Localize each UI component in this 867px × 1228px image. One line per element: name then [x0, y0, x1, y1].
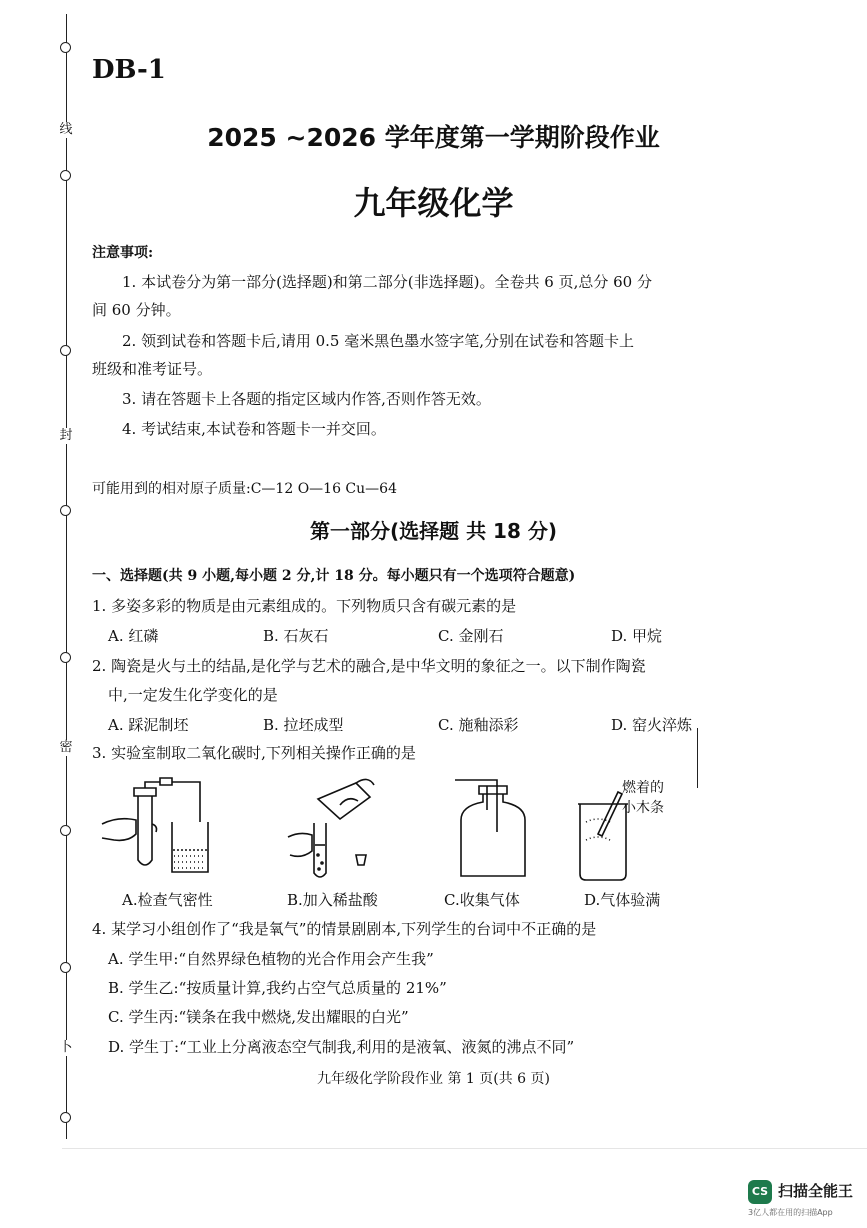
part-one-title: 第一部分(选择题 共 18 分) — [309, 519, 557, 543]
atomic-mass-line: 可能用到的相对原子质量:C—12 O—16 Cu—64 — [92, 481, 397, 497]
notice-heading: 注意事项: — [92, 245, 154, 261]
q3-option-c: C.收集气体 — [444, 891, 520, 909]
q4-option-b: B. 学生乙:“按质量计算,我约占空气总质量的 21%” — [108, 979, 447, 997]
q4-option-d: D. 学生丁:“工业上分离液态空气制我,利用的是液氧、液氮的沸点不同” — [108, 1038, 575, 1056]
q2-option-b: B. 拉坯成型 — [263, 716, 344, 734]
figure-d-label-line2: 小木条 — [622, 800, 664, 816]
page-bottom-edge — [62, 1148, 867, 1149]
camscanner-logo-icon: CS — [748, 1180, 772, 1204]
q1-option-d: D. 甲烷 — [611, 627, 663, 645]
q1-option-b: B. 石灰石 — [263, 627, 329, 645]
binding-char-mi: 密 — [57, 740, 75, 756]
q3-option-b: B.加入稀盐酸 — [287, 891, 378, 909]
figure-d-label-line1: 燃着的 — [622, 780, 664, 796]
q1-option-c: C. 金刚石 — [438, 627, 504, 645]
binding-circle — [60, 652, 71, 663]
q2-option-d: D. 窑火淬炼 — [611, 716, 693, 734]
notice-item-2-cont: 班级和准考证号。 — [92, 360, 213, 378]
binding-circle — [60, 42, 71, 53]
q2-option-a: A. 踩泥制坯 — [108, 716, 189, 734]
figure-c-collect-gas — [455, 772, 535, 882]
scan-edge-line — [697, 728, 698, 788]
notice-item-1-cont: 间 60 分钟。 — [92, 301, 181, 319]
question-2-stem-cont: 中,一定发生化学变化的是 — [108, 686, 278, 704]
figure-b-add-acid — [278, 775, 388, 880]
binding-circle — [60, 962, 71, 973]
notice-item-1: 1. 本试卷分为第一部分(选择题)和第二部分(非选择题)。全卷共 6 页,总分 60 分 — [122, 273, 652, 291]
paper-code: DB-1 — [92, 55, 166, 85]
q3-option-d: D.气体验满 — [584, 891, 661, 909]
subject-title: 九年级化学 — [353, 184, 514, 222]
notice-item-2: 2. 领到试卷和答题卡后,请用 0.5 毫米黑色墨水签字笔,分别在试卷和答题卡上 — [122, 332, 635, 350]
notice-item-4: 4. 考试结束,本试卷和答题卡一并交回。 — [122, 420, 386, 438]
question-1-stem: 1. 多姿多彩的物质是由元素组成的。下列物质只含有碳元素的是 — [92, 597, 517, 615]
page-footer: 九年级化学阶段作业 第 1 页(共 6 页) — [317, 1071, 550, 1087]
camscanner-name: 扫描全能王 — [778, 1182, 854, 1200]
question-3-stem: 3. 实验室制取二氧化碳时,下列相关操作正确的是 — [92, 744, 416, 762]
binding-circle — [60, 825, 71, 836]
q2-option-c: C. 施釉添彩 — [438, 716, 519, 734]
q3-option-a: A.检查气密性 — [122, 891, 213, 909]
q1-option-a: A. 红磷 — [108, 627, 159, 645]
section-one-heading: 一、选择题(共 9 小题,每小题 2 分,计 18 分。每小题只有一个选项符合题意) — [92, 568, 576, 584]
binding-char-xian: 线 — [57, 122, 75, 138]
binding-circle — [60, 1112, 71, 1123]
q4-option-a: A. 学生甲:“自然界绿色植物的光合作用会产生我” — [108, 950, 434, 968]
notice-item-3: 3. 请在答题卡上各题的指定区域内作答,否则作答无效。 — [122, 390, 491, 408]
binding-char-bu: 卜 — [57, 1040, 75, 1056]
figure-a-airtightness — [100, 780, 215, 880]
binding-char-feng: 封 — [57, 428, 75, 444]
question-2-stem: 2. 陶瓷是火与土的结晶,是化学与艺术的融合,是中华文明的象征之一。以下制作陶瓷 — [92, 657, 646, 675]
camscanner-tagline: 3亿人都在用的扫描App — [748, 1208, 833, 1217]
binding-circle — [60, 345, 71, 356]
exam-title: 2025 ~2026 学年度第一学期阶段作业 — [207, 123, 660, 152]
question-4-stem: 4. 某学习小组创作了“我是氧气”的情景剧剧本,下列学生的台词中不正确的是 — [92, 920, 597, 938]
q4-option-c: C. 学生丙:“镁条在我中燃烧,发出耀眼的白光” — [108, 1008, 409, 1026]
